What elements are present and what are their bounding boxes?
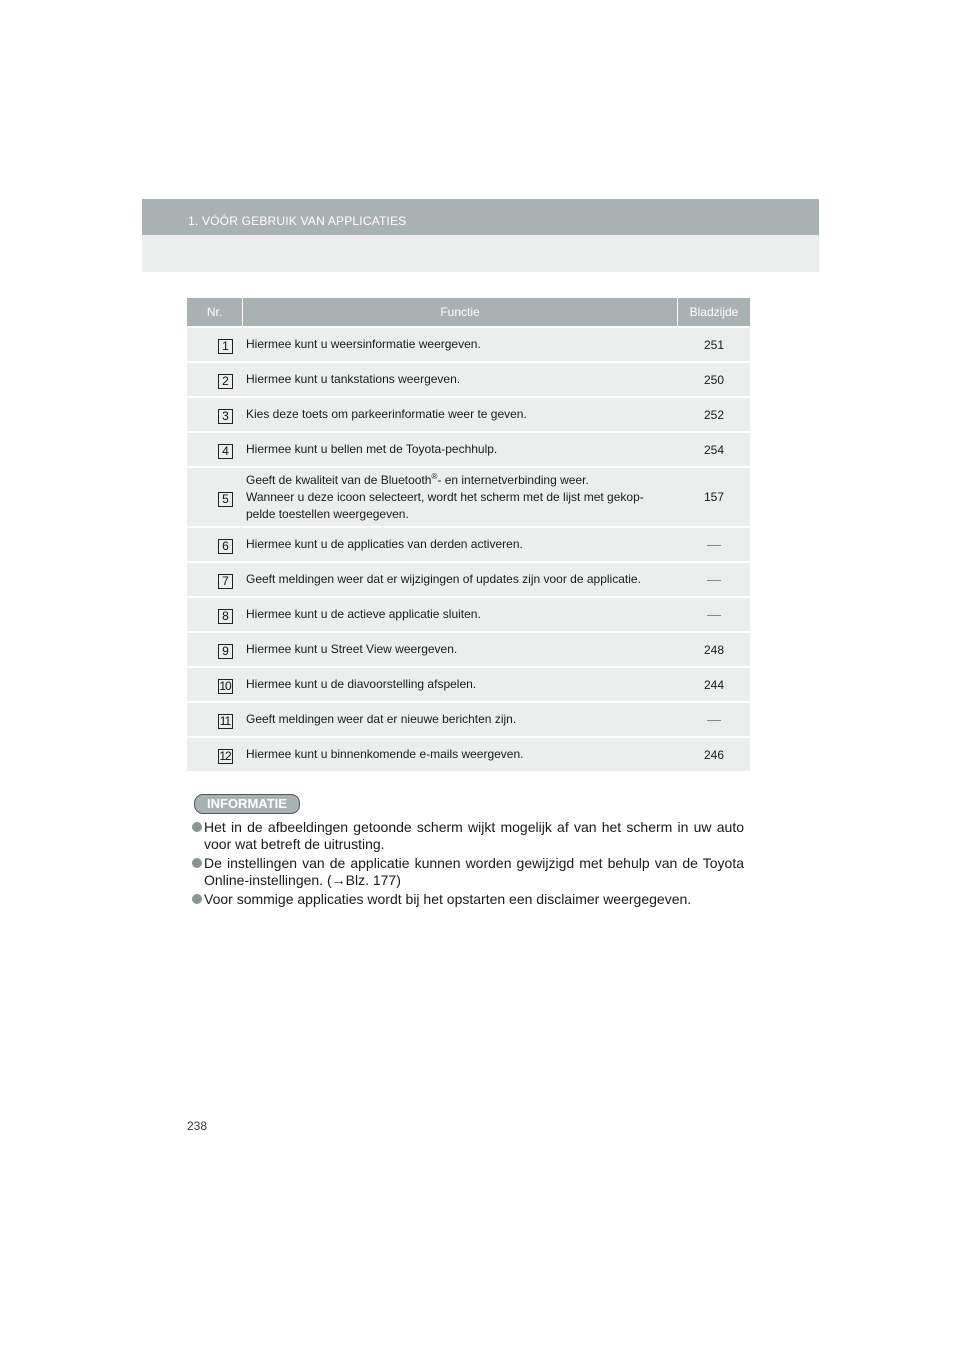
section-title: 1. VÓÓR GEBRUIK VAN APPLICATIES [188, 214, 407, 228]
row-page [678, 526, 750, 561]
page-number: 238 [187, 1119, 208, 1133]
bullet-icon [192, 822, 202, 832]
row-page [678, 596, 750, 631]
number-badge: 7 [218, 574, 233, 589]
number-badge: 9 [218, 644, 233, 659]
row-description: Hiermee kunt u binnenkomende e-mails weergeven. [243, 736, 678, 771]
table-row [187, 361, 750, 396]
row-page: 254 [678, 431, 750, 466]
table-row [187, 631, 750, 666]
row-page: 248 [678, 631, 750, 666]
table-row [187, 526, 750, 561]
function-table [187, 298, 750, 771]
info-list [192, 819, 744, 910]
dash-icon [707, 615, 721, 616]
table-row [187, 561, 750, 596]
row-description: Geeft meldingen weer dat er wijzigingen of updates zijn voor de applicatie. [243, 561, 678, 596]
registered-mark: ® [431, 471, 438, 481]
table-header-row [187, 298, 750, 326]
table-row [187, 701, 750, 736]
row-description: Hiermee kunt u tankstations weergeven. [243, 361, 678, 396]
row-page: 251 [678, 326, 750, 361]
row-description: Geeft de kwaliteit van de Bluetooth®- en internetverbinding weer. Wanneer u deze icoon selecteert, wordt het scherm met de lijst met gekop- pelde toestellen weergegeven. [243, 466, 678, 526]
bullet-icon [192, 858, 202, 868]
number-badge: 1 [218, 339, 233, 354]
list-item: Voor sommige applicaties wordt bij het opstarten een disclaimer weergegeven. [192, 891, 744, 908]
row-description: Hiermee kunt u de applicaties van derden activeren. [243, 526, 678, 561]
row-description: Kies deze toets om parkeerinformatie weer te geven. [243, 396, 678, 431]
col-functie: Functie [243, 298, 678, 326]
table-row [187, 396, 750, 431]
row-description: Hiermee kunt u weersinformatie weergeven. [243, 326, 678, 361]
row-description: Hiermee kunt u Street View weergeven. [243, 631, 678, 666]
list-item: De instellingen van de applicatie kunnen worden gewijzigd met behulp van de Toyota Online-instellingen. (→Blz. 177) [192, 855, 744, 889]
table-row [187, 666, 750, 701]
table-row [187, 596, 750, 631]
row-page: 244 [678, 666, 750, 701]
table-row [187, 431, 750, 466]
table-row [187, 466, 750, 526]
dash-icon [707, 545, 721, 546]
number-badge: 11 [218, 714, 233, 729]
number-badge: 6 [218, 539, 233, 554]
col-bladzijde: Bladzijde [678, 298, 750, 326]
row-page: 246 [678, 736, 750, 771]
row-description: Hiermee kunt u de actieve applicatie sluiten. [243, 596, 678, 631]
number-badge: 8 [218, 609, 233, 624]
number-badge: 3 [218, 409, 233, 424]
table-row [187, 326, 750, 361]
bullet-icon [192, 894, 202, 904]
row-page: 250 [678, 361, 750, 396]
row-page: 157 [678, 466, 750, 526]
row-description: Hiermee kunt u bellen met de Toyota-pechhulp. [243, 431, 678, 466]
row-description: Hiermee kunt u de diavoorstelling afspelen. [243, 666, 678, 701]
row-page [678, 701, 750, 736]
number-badge: 12 [219, 749, 231, 763]
row-description: Geeft meldingen weer dat er nieuwe berichten zijn. [243, 701, 678, 736]
info-label: INFORMATIE [194, 794, 300, 814]
list-item: Het in de afbeeldingen getoonde scherm wijkt mogelijk af van het scherm in uw auto voor wat betreft de uitrusting. [192, 819, 744, 853]
row-page [678, 561, 750, 596]
table-row [187, 736, 750, 771]
dash-icon [707, 580, 721, 581]
number-badge: 2 [218, 374, 233, 389]
number-badge: 10 [219, 679, 231, 693]
row-page: 252 [678, 396, 750, 431]
section-header [142, 199, 819, 235]
section-subheader [142, 235, 819, 272]
number-badge: 4 [218, 444, 233, 459]
dash-icon [707, 720, 721, 721]
number-badge: 5 [218, 492, 233, 507]
col-nr: Nr. [187, 298, 243, 326]
